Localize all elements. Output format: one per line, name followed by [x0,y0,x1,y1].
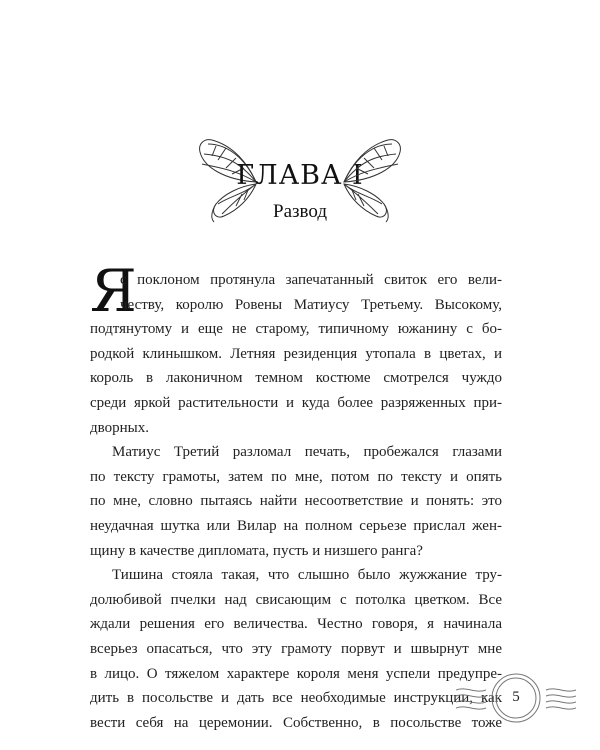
text-line: среди яркой растительности и куда более разряженных при- [90,394,502,411]
paragraph-1 [90,268,502,440]
paragraph-3 [90,563,502,735]
text-line: вести себя на церемонии. Собственно, в посольстве тоже [90,714,502,731]
text-line: Матиус Третий разломал печать, пробежался глазами [112,444,502,461]
text-line: щину в качестве дипломата, пусть и низшего ранга? [90,542,423,559]
page-number: 5 [512,689,520,705]
drop-cap-letter: Я [90,257,137,325]
text-line: дить в посольстве и дать все необходимые инструкции, как [90,690,502,707]
chapter-subtitle: Развод [273,201,327,222]
text-line: Тишина стояла такая, что слышно было жужжание тру- [112,567,502,584]
text-line: ждали решения его величества. Честно говоря, я начинала [90,616,502,633]
text-line: с поклоном протянула запечатанный свиток его вели- [120,272,502,288]
text-line: честву, королю Ровены Матиусу Третьему. Высокому, [120,296,502,313]
text-line: король в лаконичном темном костюме смотрелся чуждо [90,370,502,387]
text-line: всерьез опасаться, что эту грамоту порвут и швырнут мне [90,640,502,657]
text-line: по тексту грамоты, затем по мне, потом по тексту и опять [90,468,502,485]
paragraph-2 [90,440,502,563]
text-line: в лицо. О тяжелом характере короля меня успели предупре- [90,665,502,682]
text-line: неудачная шутка или Вилар на полном серьезе прислал жен- [90,517,502,534]
chapter-title: ГЛАВА I [236,160,364,191]
chapter-body [90,268,502,735]
text-line: по мне, словно пытаясь найти несоответствие и понять: это [90,493,502,510]
chapter-header [0,138,600,228]
text-line: долюбивой пчелки над свисающим с потолка цветком. Все [90,591,502,608]
text-line: родкой клинышком. Летняя резиденция утопала в цветах, и [90,345,502,362]
text-line: дворных. [90,419,149,436]
text-line: подтянутому и еще не старому, типичному южанину с бо- [90,321,502,338]
